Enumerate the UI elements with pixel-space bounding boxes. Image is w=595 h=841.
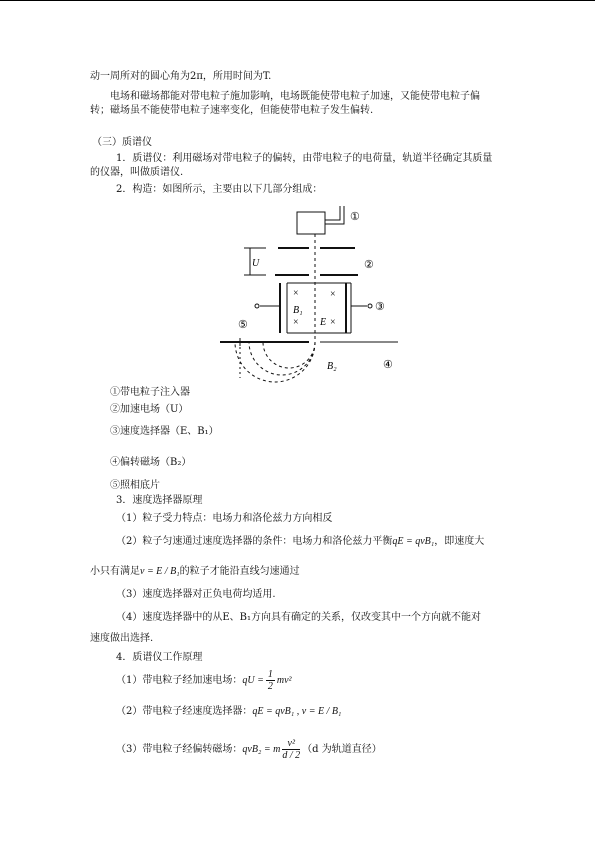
paragraph: 速度做出选择. bbox=[90, 633, 154, 644]
label-1: ① bbox=[350, 211, 360, 223]
label-E: E bbox=[320, 317, 327, 328]
label-B2: B₂ bbox=[327, 361, 337, 372]
cross-mark: × bbox=[293, 317, 299, 328]
paragraph: （1）粒子受力特点：电场力和洛伦兹力方向相反 bbox=[116, 513, 333, 524]
fraction: $\frac{1}{2}$ bbox=[267, 669, 273, 692]
equation: qE = qvB₁ , v = E / B₁ bbox=[252, 706, 342, 717]
label-U: U bbox=[252, 258, 260, 269]
formula-line: （2）带电粒子经速度选择器：qE = qvB₁ , v = E / B₁ bbox=[116, 706, 342, 717]
text-line: 电场和磁场都能对带电粒子施加影响，电场既能使带电粒子加速，又能使带电粒子偏 bbox=[110, 91, 480, 102]
injector-tube bbox=[325, 206, 344, 224]
cross-mark: × bbox=[293, 288, 299, 299]
equation: v = E / B₁ bbox=[140, 566, 180, 577]
component-item: ②加速电场（U） bbox=[110, 404, 189, 415]
injector-box bbox=[297, 212, 325, 234]
label-B1: B₁ bbox=[293, 305, 303, 316]
label-4: ④ bbox=[383, 359, 393, 371]
header-rule bbox=[0, 0, 595, 1]
paragraph: 4．质谱仪工作原理 bbox=[116, 652, 203, 663]
paragraph: （4）速度选择器中的从E、B₁方向具有确定的关系，仅改变其中一个方向就不能对 bbox=[116, 612, 482, 623]
equation: qE = qvB₁ bbox=[392, 536, 435, 547]
text-line: 动一周所对的圆心角为2π，所用时间为T. bbox=[90, 71, 272, 82]
component-item: ⑤照相底片 bbox=[110, 480, 160, 491]
paragraph: 1．质谱仪：利用磁场对带电粒子的偏转，由带电粒子的电荷量，轨道半径确定其质量 bbox=[116, 153, 493, 164]
section-heading: （三）质谱仪 bbox=[92, 137, 152, 148]
label-2: ② bbox=[364, 259, 374, 271]
text-line: 转；磁场虽不能使带电粒子速率变化，但能使带电粒子发生偏转. bbox=[90, 105, 374, 116]
formula-line: （1）带电粒子经加速电场：qU = $\frac{1}{2}$ mv² bbox=[116, 669, 292, 692]
fraction: $\frac{\text{v²}}{d / 2}$ bbox=[282, 738, 301, 761]
cross-mark: × bbox=[330, 317, 336, 328]
component-item: ①带电粒子注入器 bbox=[110, 387, 190, 398]
paragraph: （2）粒子匀速通过速度选择器的条件：电场力和洛伦兹力平衡qE = qvB₁，即速度大 bbox=[116, 536, 485, 547]
label-3: ③ bbox=[375, 301, 385, 313]
paragraph: 2．构造：如图所示，主要由以下几部分组成： bbox=[116, 184, 323, 195]
formula-line: （3）带电粒子经偏转磁场：qvB₂ = m $\frac{\text{v²}}{d / 2}$ （d 为轨道直径） bbox=[116, 738, 382, 761]
paragraph: 3．速度选择器原理 bbox=[116, 495, 203, 506]
paragraph: 小只有满足v = E / B₁的粒子才能沿直线匀速通过 bbox=[90, 566, 300, 577]
paragraph: 的仪器，叫做质谱仪. bbox=[90, 167, 184, 178]
mass-spectrometer-diagram bbox=[220, 200, 410, 386]
label-5: ⑤ bbox=[238, 319, 248, 331]
component-item: ③速度选择器（E、B₁） bbox=[110, 426, 219, 437]
component-item: ④偏转磁场（B₂） bbox=[110, 457, 192, 468]
cross-mark: × bbox=[330, 289, 336, 300]
paragraph: （3）速度选择器对正负电荷均适用. bbox=[116, 589, 276, 600]
